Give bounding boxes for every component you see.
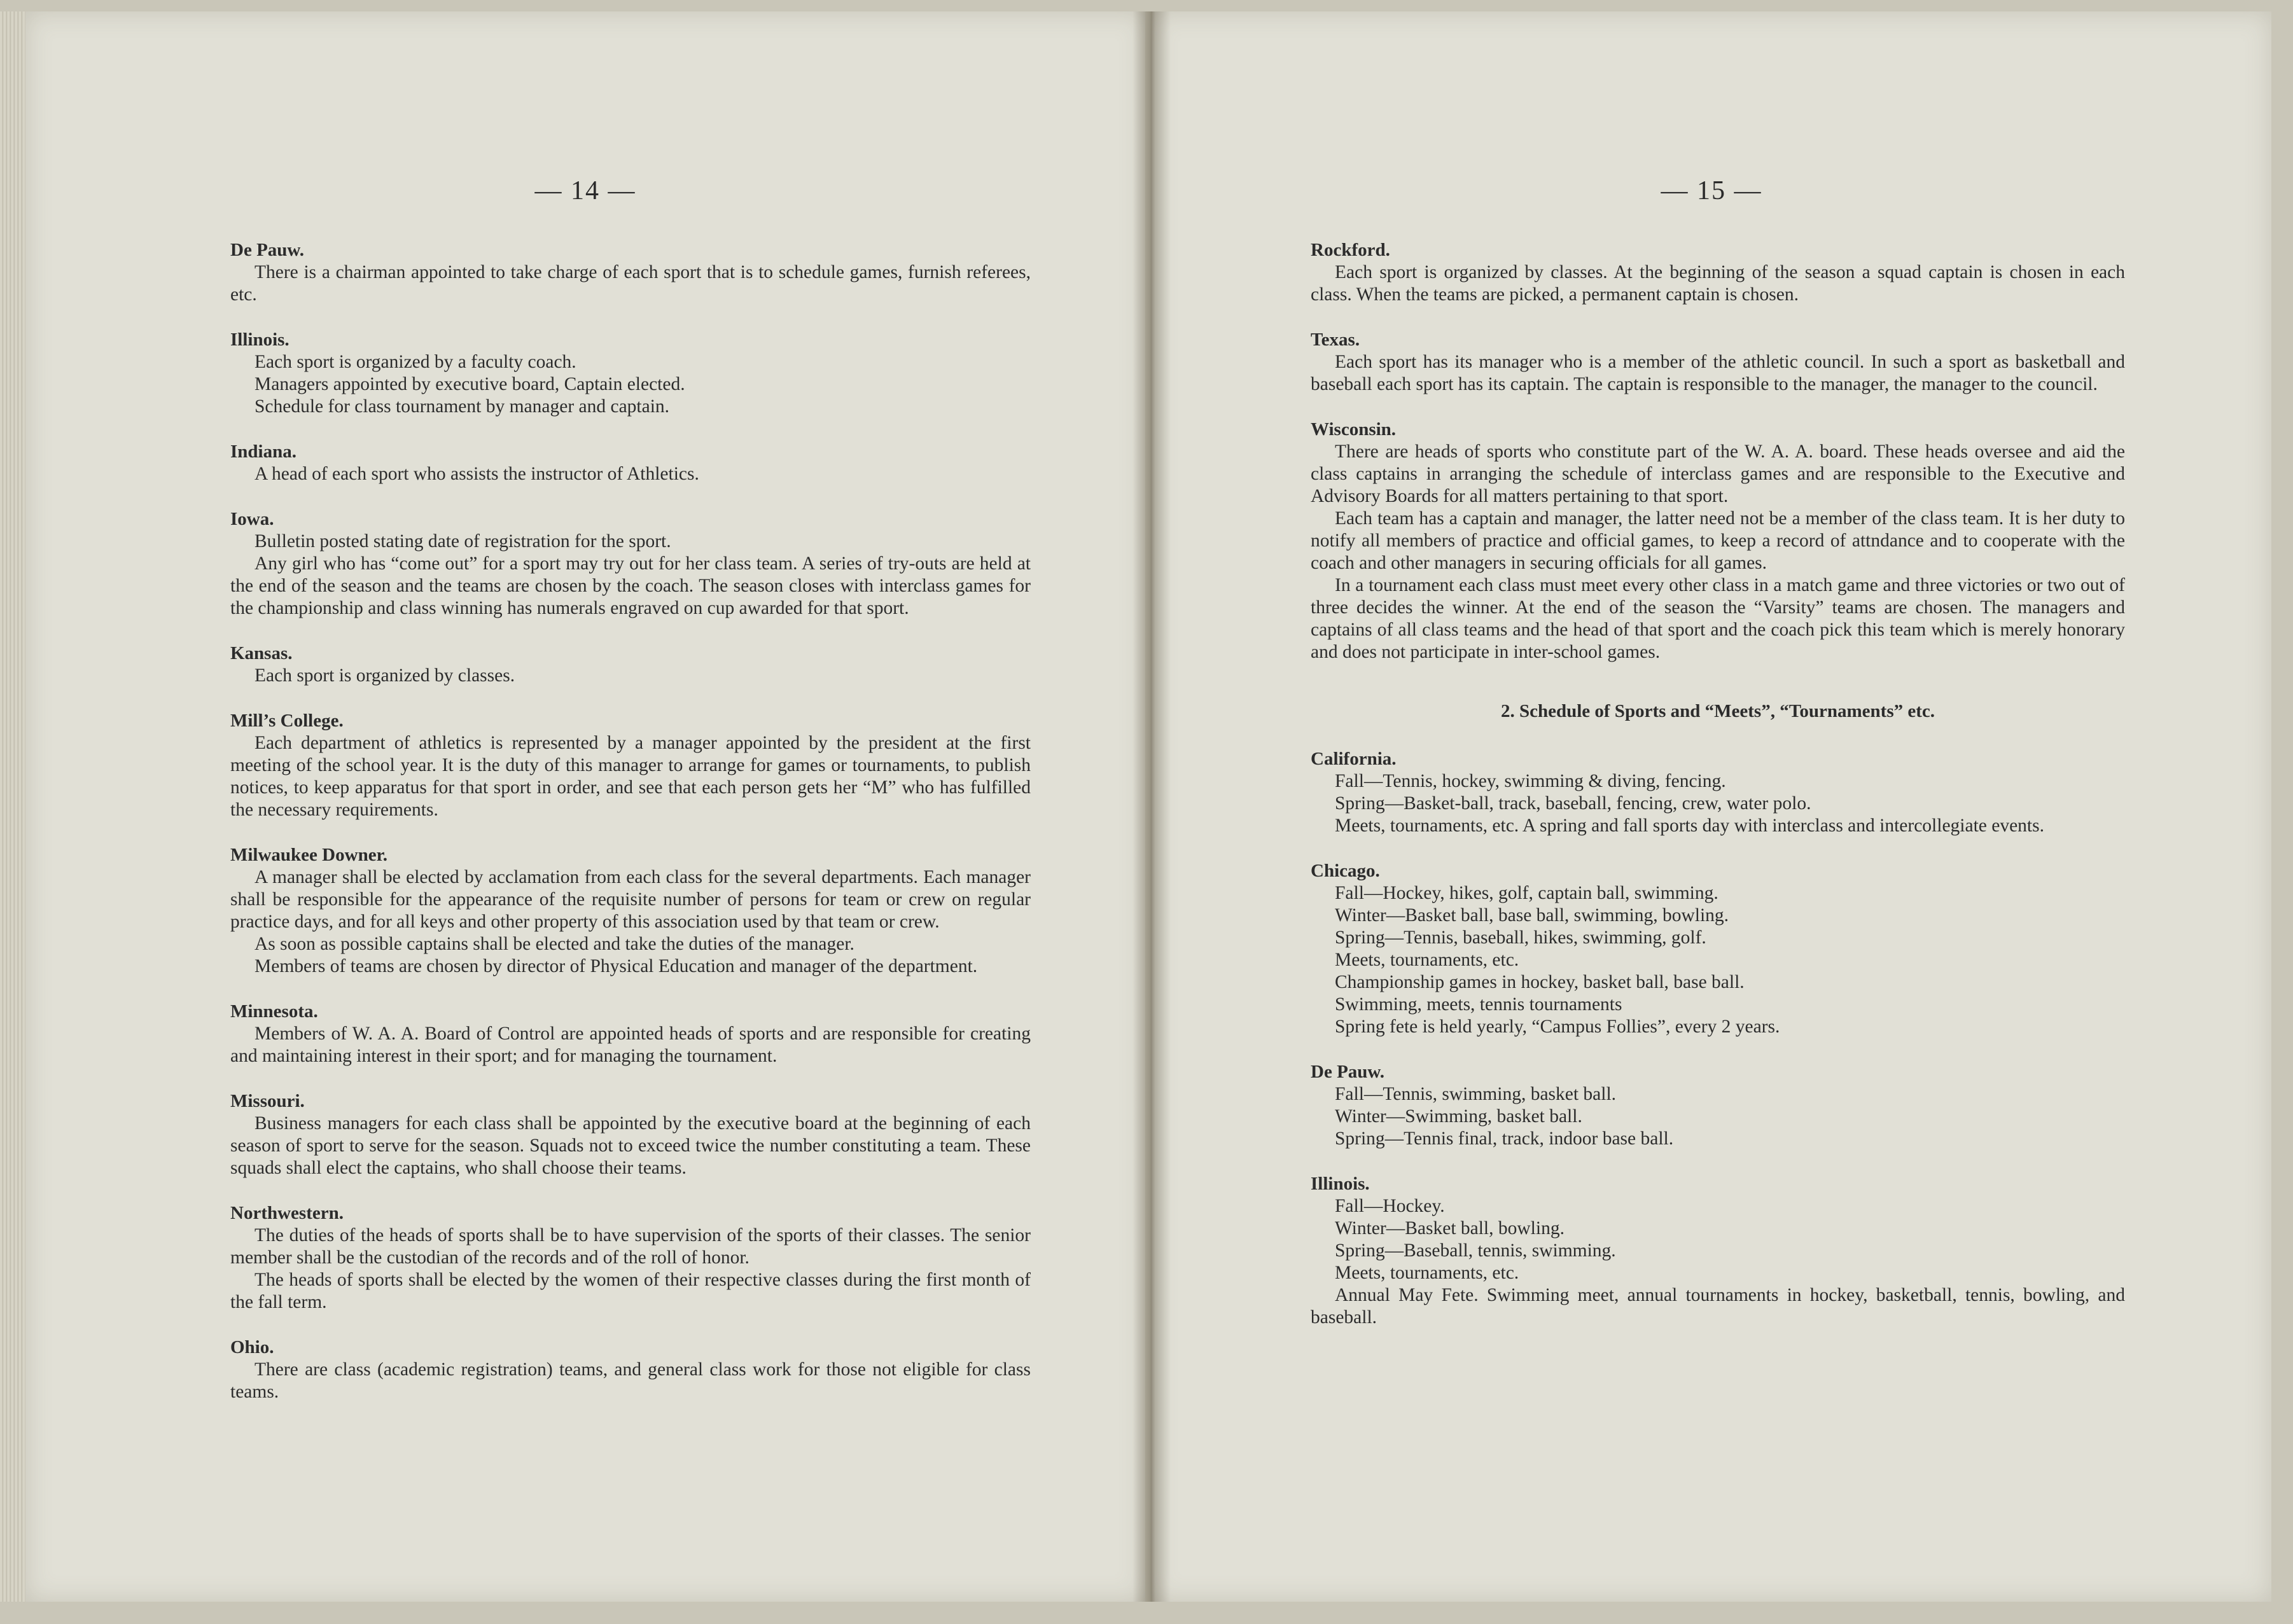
entry-heading: Texas. [1311,330,1360,350]
schedule-line: Fall—Tennis, hockey, swimming & diving, fencing. [1335,771,1726,791]
entry-paragraph: Each sport is organized by a faculty coach. [254,352,576,372]
schedule-line: Winter—Basket ball, base ball, swimming, bowling. [1335,905,1729,926]
entry-heading: Iowa. [230,509,274,529]
left-page [25,11,1145,1602]
page-number: — 15 — [1661,176,1762,205]
entry-heading: Wisconsin. [1311,419,1397,440]
schedule-line: Meets, tournaments, etc. A spring and fall sports day with interclass and intercollegiate events. [1335,815,2044,836]
entry-paragraph: A manager shall be elected by acclamation from each class for the several departments. Each manager shall be responsible for the appearance of the requisite number of persons for team or crew on regular practice days, and for all keys and other property of this association used by that team or crew. [230,867,1031,932]
entry-paragraph: Bulletin posted stating date of registration for the sport. [254,531,671,552]
entry-paragraph: Any girl who has “come out” for a sport may try out for her class team. A series of try-outs are held at the end of the season and the teams are chosen by the coach. The season closes with interclass games for the championship and class winning has numerals engraved on cup awarded for that sport. [230,553,1031,618]
entry-heading: Kansas. [230,643,293,663]
entry-paragraph: There are heads of sports who constitute part of the W. A. A. board. These heads oversee and aid the class captains in arranging the schedule of interclass games and are responsible to the Executive and Advisory Boards for all matters pertaining to that sport. [1311,441,2125,506]
entry-paragraph: A head of each sport who assists the instructor of Athletics. [254,464,699,484]
entry-heading: Illinois. [230,330,289,350]
entry [230,1202,1031,1314]
schedule-line: Swimming, meets, tennis tournaments [1335,994,1622,1015]
schedule-line: Championship games in hockey, basket ball, base ball. [1335,972,1745,992]
entry-heading: Minnesota. [230,1001,318,1022]
entry-paragraph: Each sport has its manager who is a member of the athletic council. In such a sport as basketball and baseball each sport has its captain. The captain is responsible to the manager, the manager to the council. [1311,352,2125,394]
schedule-entry [1311,1061,2125,1150]
schedule-line: Spring—Tennis final, track, indoor base ball. [1335,1128,1674,1149]
schedule-entry [1311,860,2125,1038]
schedule-line: Annual May Fete. Swimming meet, annual tournaments in hockey, basketball, tennis, bowling, and baseball. [1311,1285,2125,1328]
book-gutter [1133,11,1171,1602]
entry-paragraph: There are class (academic registration) teams, and general class work for those not eligible for class teams. [230,1359,1031,1402]
entry [230,508,1031,620]
entry-paragraph: Members of W. A. A. Board of Control are appointed heads of sports and are responsible for creating and maintaining interest in their sport; and for managing the tournament. [230,1024,1031,1066]
entry [230,1090,1031,1179]
entry-paragraph: Schedule for class tournament by manager and captain. [254,396,670,417]
schedule-line: Spring—Basket-ball, track, baseball, fencing, crew, water polo. [1335,793,1811,814]
entry [1311,419,2125,663]
entry [230,1336,1031,1403]
entry [230,329,1031,418]
entry-heading: De Pauw. [230,240,304,260]
entry [230,239,1031,306]
right-column [1311,239,2125,1352]
entry-heading: De Pauw. [1311,1062,1384,1082]
page-number: — 14 — [534,176,636,205]
schedule-line: Fall—Tennis, swimming, basket ball. [1335,1084,1617,1104]
schedule-line: Winter—Swimming, basket ball. [1335,1106,1582,1127]
entry-heading: Northwestern. [230,1203,344,1223]
entry-paragraph: The duties of the heads of sports shall be to have supervision of the sports of their classes. The senior member shall be the custodian of the records and of the roll of honor. [230,1225,1031,1268]
entry-heading: California. [1311,749,1397,769]
schedule-entry [1311,748,2125,837]
entry [230,441,1031,485]
schedule-line: Fall—Hockey. [1335,1196,1445,1216]
entry-paragraph: Members of teams are chosen by director of Physical Education and manager of the department. [254,956,978,976]
entry-paragraph: Managers appointed by executive board, Captain elected. [254,374,685,394]
entry-heading: Indiana. [230,441,296,462]
entry-paragraph: There is a chairman appointed to take charge of each sport that is to schedule games, furnish referees, etc. [230,262,1031,305]
entry-heading: Illinois. [1311,1174,1370,1194]
section-title: 2. Schedule of Sports and “Meets”, “Tournaments” etc. [1500,701,1935,721]
page-stack-edge [0,11,25,1602]
entry-heading: Rockford. [1311,240,1390,260]
entry-paragraph: The heads of sports shall be elected by the women of their respective classes during the first month of the fall term. [230,1270,1031,1312]
schedule-line: Spring—Tennis, baseball, hikes, swimming, golf. [1335,927,1706,948]
entry [230,844,1031,978]
entry-paragraph: Each team has a captain and manager, the latter need not be a member of the class team. It is her duty to notify all members of practice and official games, to keep a record of attndance and to cooperate with the coach and other managers in securing officials for all games. [1311,508,2125,573]
schedule-entry [1311,1173,2125,1329]
entry-heading: Ohio. [230,1337,274,1357]
entry [1311,329,2125,396]
entry [1311,239,2125,306]
right-page [1152,11,2271,1602]
entry [230,1001,1031,1067]
schedule-line: Fall—Hockey, hikes, golf, captain ball, swimming. [1335,883,1718,903]
schedule-line: Spring—Baseball, tennis, swimming. [1335,1240,1616,1261]
entry-paragraph: Each department of athletics is represented by a manager appointed by the president at the first meeting of the school year. It is the duty of this manager to arrange for games or tournaments, to publish notices, to keep apparatus for that sport in order, and see that each person gets her “M” who has fulfilled the necessary requirements. [230,733,1031,820]
entry-heading: Mill’s College. [230,711,344,731]
entry-paragraph: Each sport is organized by classes. At the beginning of the season a squad captain is chosen in each class. When the teams are picked, a permanent captain is chosen. [1311,262,2125,305]
schedule-line: Spring fete is held yearly, “Campus Follies”, every 2 years. [1335,1017,1780,1037]
entry-heading: Milwaukee Downer. [230,845,388,865]
entry [230,710,1031,821]
schedule-line: Meets, tournaments, etc. [1335,1263,1519,1283]
entry-paragraph: Each sport is organized by classes. [254,665,515,686]
entry-paragraph: In a tournament each class must meet every other class in a match game and three victories or two out of three decides the winner. At the end of the season the “Varsity” teams are chosen. The managers and captains of all class teams and the head of that sport and the coach pick this team which is merely honorary and does not participate in inter-school games. [1311,575,2125,662]
entry-heading: Chicago. [1311,861,1380,881]
entry-paragraph: As soon as possible captains shall be elected and take the duties of the manager. [254,934,854,954]
entry [230,642,1031,687]
schedule-line: Winter—Basket ball, bowling. [1335,1218,1565,1239]
entry-heading: Missouri. [230,1091,305,1111]
entry-paragraph: Business managers for each class shall be appointed by the executive board at the beginning of each season of sport to serve for the season. Squads not to exceed twice the number constituting a team. These squads shall elect the captains, who shall choose their teams. [230,1113,1031,1178]
schedule-line: Meets, tournaments, etc. [1335,950,1519,970]
left-column [230,239,1031,1426]
